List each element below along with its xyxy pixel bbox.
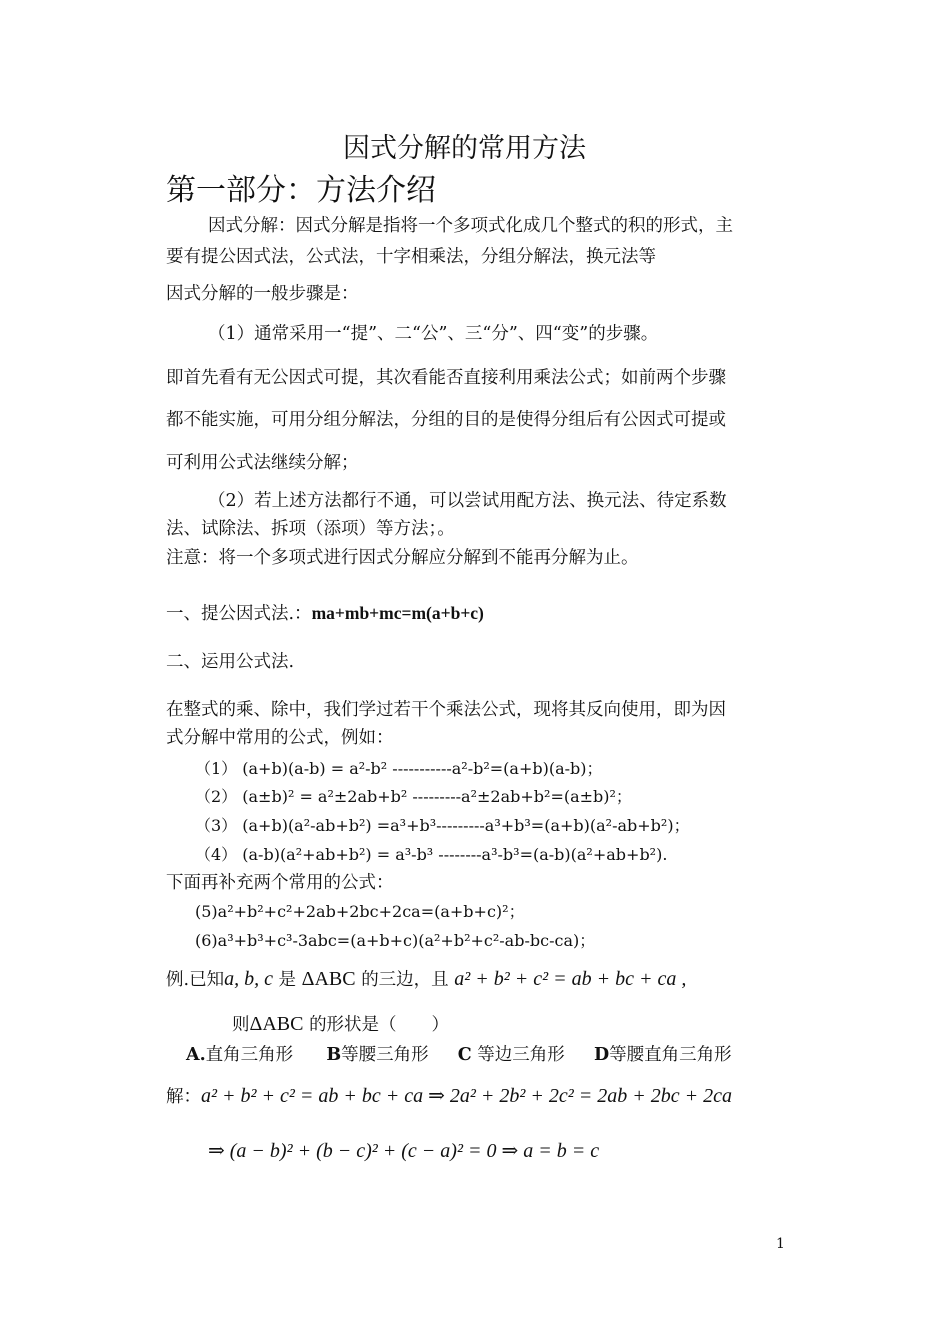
example-condition: a² + b² + c² = ab + bc + ca , — [454, 968, 687, 990]
example-prefix: 例.已知 — [166, 970, 225, 990]
page-number: 1 — [776, 1236, 785, 1252]
step1-line-4: 可利用公式法继续分解； — [166, 453, 359, 473]
option-d[interactable]: D等腰直角三角形 — [593, 1045, 732, 1065]
example-line-2 — [232, 1011, 449, 1036]
intro-line-1: 因式分解：因式分解是指将一个多项式化成几个整式的积的形式，主 — [208, 216, 733, 236]
solution-eq-1: a² + b² + c² = ab + bc + ca ⇒ 2a² + 2b² + 2c² = 2ab + 2bc + 2ca — [201, 1085, 732, 1107]
formula-6: (6)a³+b³+c³-3abc=(a+b+c)(a²+b²+c²-ab-bc-ca)； — [195, 931, 596, 950]
example-vars: a, b, c — [224, 968, 273, 990]
section-2: 二、运用公式法. — [166, 652, 295, 672]
option-b[interactable]: B等腰三角形 — [326, 1045, 429, 1065]
document-title: 因式分解的常用方法 — [343, 133, 586, 164]
formula-4: （4） (a-b)(a²+ab+b²) = a³-b³ --------a³-b³=(a-b)(a²+ab+b²). — [195, 845, 668, 864]
step1-line-1: （1）通常采用一“提”、二“公”、三“分”、四“变”的步骤。 — [208, 324, 659, 344]
example-line2-prefix: 则 — [232, 1015, 250, 1035]
option-c[interactable]: C 等边三角形 — [457, 1045, 565, 1065]
formula-2: （2） (a±b)² = a²±2ab+b² ---------a²±2ab+b²=(a±b)²； — [195, 787, 632, 806]
formula-3: （3） (a+b)(a²-ab+b²) =a³+b³---------a³+b³=(a+b)(a²-ab+b²)； — [195, 816, 690, 835]
example-line2-suffix: 的形状是（ ） — [309, 1015, 450, 1035]
example-line-1 — [166, 966, 686, 991]
section-1-label: 一、提公因式法.： — [166, 604, 312, 624]
solution-label: 解： — [166, 1087, 201, 1107]
part-heading: 第一部分：方法介绍 — [166, 173, 436, 208]
solution-line-2: ⇒ (a − b)² + (b − c)² + (c − a)² = 0 ⇒ a = b = c — [208, 1140, 600, 1162]
option-a[interactable]: A.直角三角形 — [186, 1045, 294, 1065]
intro-line-3: 因式分解的一般步骤是： — [166, 284, 359, 304]
supplement-intro: 下面再补充两个常用的公式： — [166, 873, 394, 893]
example-mid: 是 — [278, 970, 297, 990]
example-line2-triangle: ΔABC — [249, 1013, 304, 1035]
step1-line-2: 即首先看有无公因式可提，其次看能否直接利用乘法公式；如前两个步骤 — [166, 368, 726, 388]
step2-line-1: （2）若上述方法都行不通，可以尝试用配方法、换元法、待定系数 — [208, 491, 727, 511]
example-mid2: 的三边，且 — [361, 970, 449, 990]
note: 注意：将一个多项式进行因式分解应分解到不能再分解为止。 — [166, 548, 639, 568]
section-1-formula: ma+mb+mc=m(a+b+c) — [311, 603, 484, 623]
formula-5: (5)a²+b²+c²+2ab+2bc+2ca=(a+b+c)²； — [195, 902, 525, 921]
section-1 — [166, 600, 484, 625]
step2-line-2: 法、试除法、拆项（添项）等方法；。 — [166, 519, 455, 539]
intro-line-2: 要有提公因式法，公式法，十字相乘法，分组分解法，换元法等 — [166, 247, 656, 267]
para-line-1: 在整式的乘、除中，我们学过若干个乘法公式，现将其反向使用，即为因 — [166, 700, 726, 720]
step1-line-3: 都不能实施，可用分组分解法，分组的目的是使得分组后有公因式可提或 — [166, 410, 726, 430]
example-triangle: ΔABC — [301, 968, 356, 990]
solution-line-1 — [166, 1083, 732, 1108]
para-line-2: 式分解中常用的公式，例如： — [166, 728, 394, 748]
example-options — [186, 1041, 732, 1066]
formula-1: （1） (a+b)(a-b) = a²-b² -----------a²-b²=(a+b)(a-b)； — [195, 759, 603, 778]
